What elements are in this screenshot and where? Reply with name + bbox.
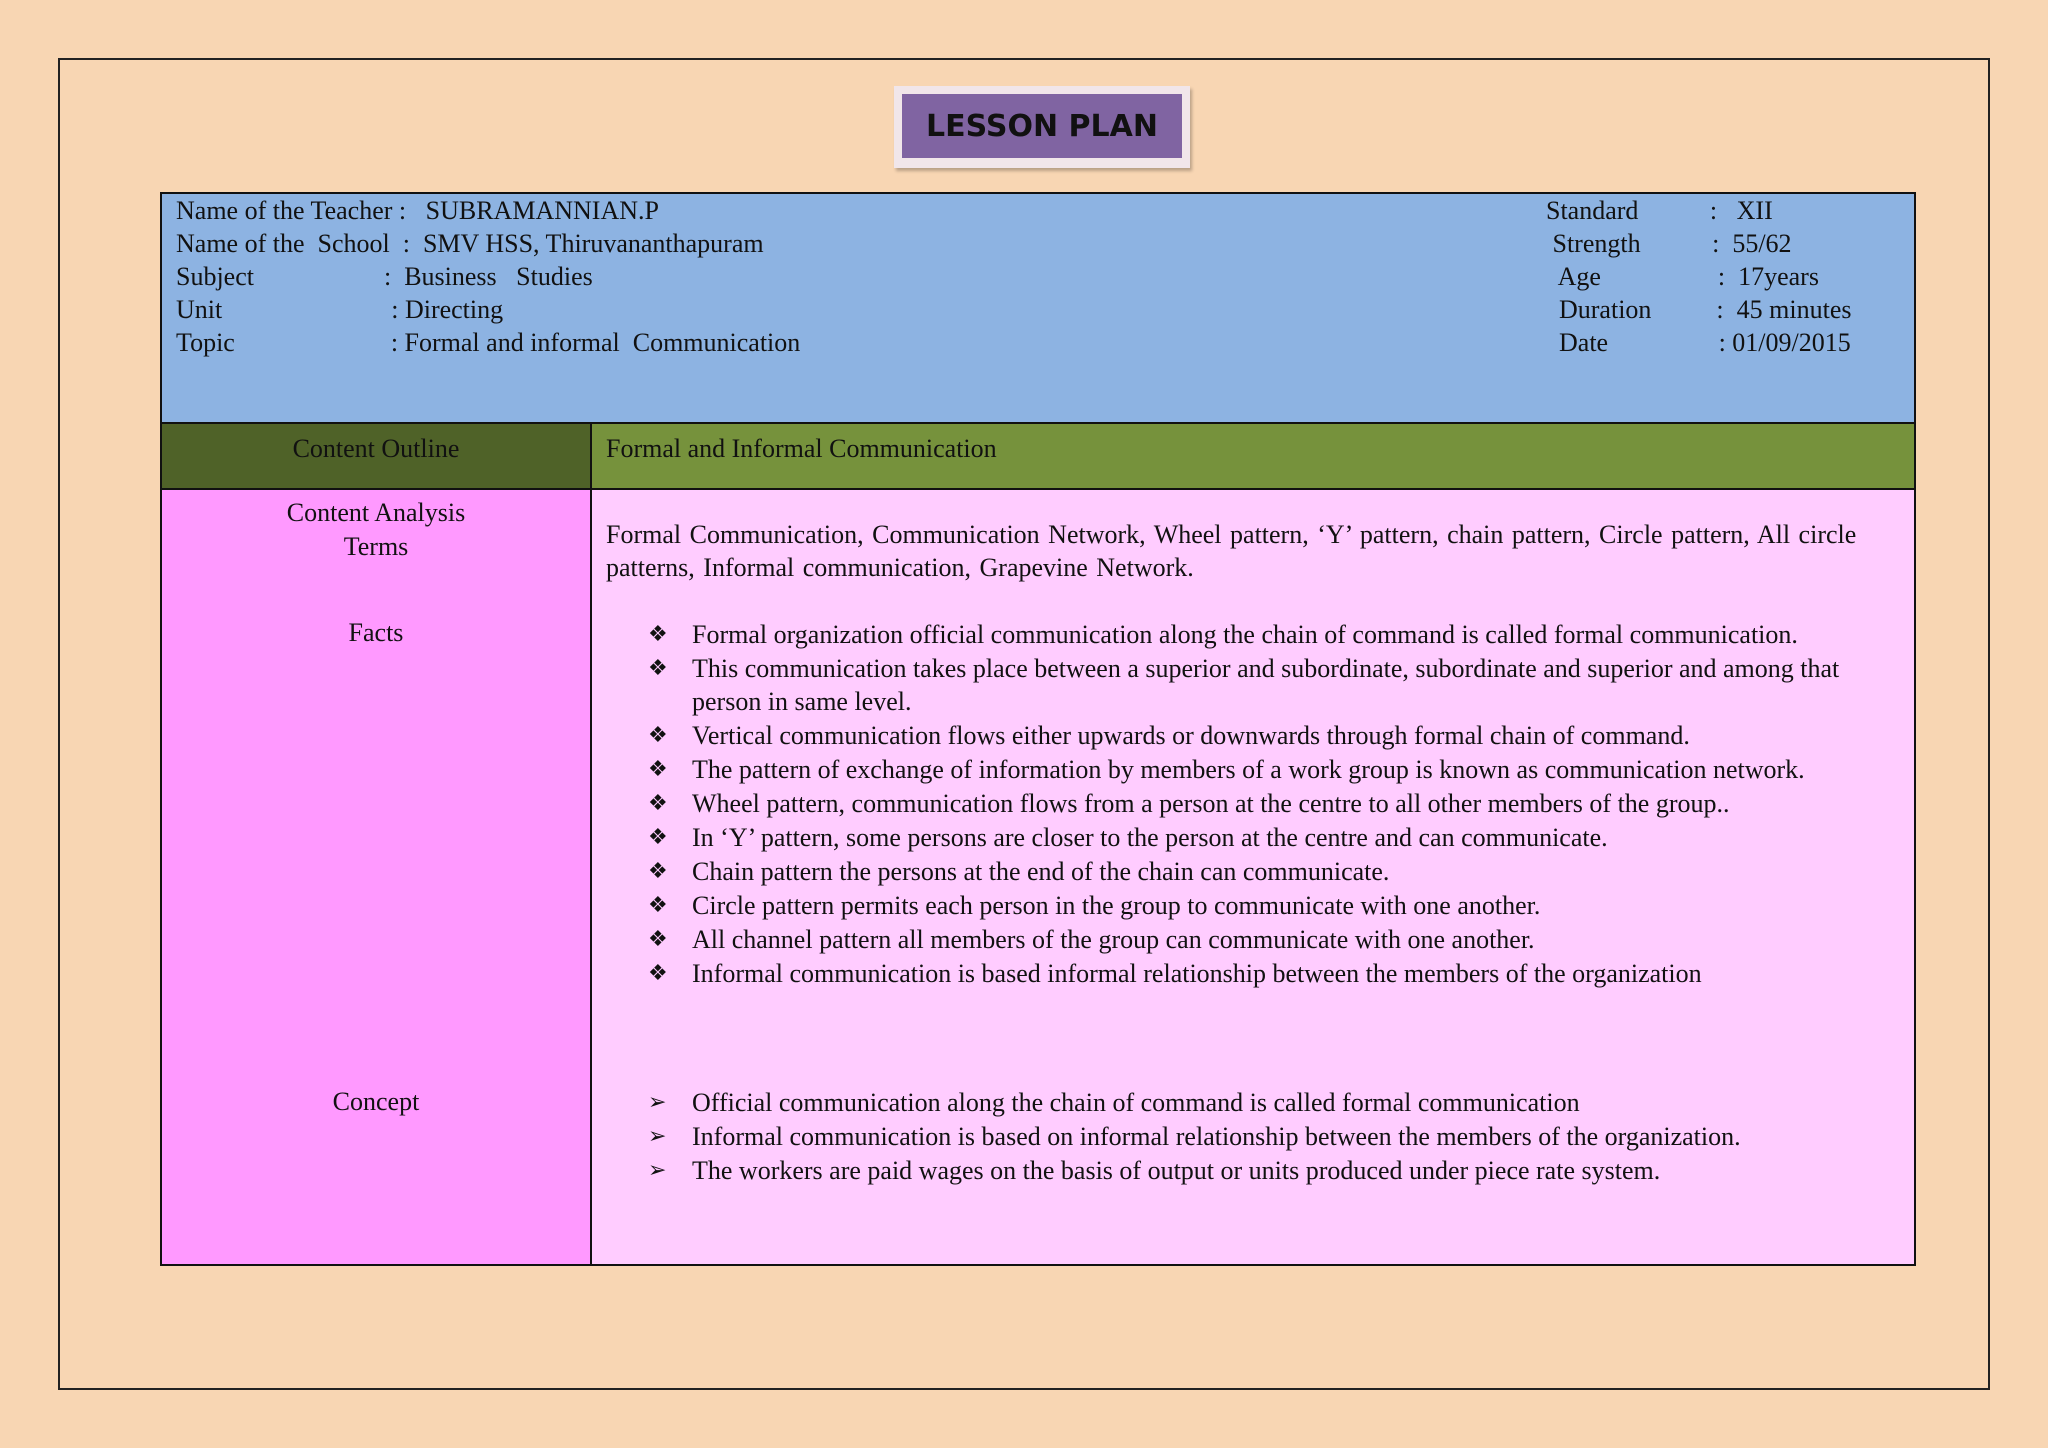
school-name: Name of the School : SMV HSS, Thiruvananthapuram (176, 229, 764, 258)
lesson-plan-table (160, 192, 1916, 1266)
label-column (162, 490, 592, 1264)
title-box (894, 86, 1190, 168)
diamond-bullet-icon: ❖ (648, 656, 668, 681)
unit: Unit : Directing (176, 295, 504, 324)
content-analysis-label: Content Analysis (286, 498, 466, 527)
concept-label: Concept (332, 1087, 420, 1116)
diamond-bullet-icon: ❖ (648, 622, 668, 647)
diamond-bullet-icon: ❖ (648, 961, 668, 986)
content-outline-label: Content Outline (162, 424, 592, 490)
diamond-bullet-icon: ❖ (648, 791, 668, 816)
arrow-bullet-icon: ➢ (648, 1090, 667, 1115)
list-item: ❖ Wheel pattern, communication flows from a person at the centre to all other members of the group.. (648, 789, 1730, 818)
age: Age : 17years (1546, 262, 1819, 291)
date: Date : 01/09/2015 (1546, 328, 1851, 357)
list-item: ❖ In ‘Y’ pattern, some persons are closer to the person at the centre and can communicate. (648, 823, 1608, 852)
list-item: ➢ Informal communication is based on informal relationship between the members of the organization. (648, 1122, 1741, 1151)
header-info (162, 194, 1914, 424)
terms-text: Formal Communication, Communication Network, Wheel pattern, ‘Y’ pattern, chain pattern, Circle pattern, All circle patterns, Informal communication, Grapevine Network. (606, 520, 1857, 582)
list-item: ❖ All channel pattern all members of the group can communicate with one another. (648, 925, 1535, 954)
topic: Topic : Formal and informal Communication (176, 328, 801, 357)
list-item: ❖ Vertical communication flows either upwards or downwards through formal chain of command. (648, 721, 1690, 750)
strength: Strength : 55/62 (1546, 229, 1792, 258)
concepts-list (648, 1086, 1898, 1188)
list-item: ❖ The pattern of exchange of information by members of a work group is known as communication network. (648, 755, 1805, 784)
list-item: ❖ Informal communication is based informal relationship between the members of the organization (648, 959, 1702, 988)
diamond-bullet-icon: ❖ (648, 893, 668, 918)
list-item: ❖ This communication takes place between a superior and subordinate, subordinate and superior and among that person in same level. (648, 654, 1840, 716)
standard: Standard : XII (1546, 196, 1773, 225)
subject: Subject : Business Studies (176, 262, 593, 291)
list-item: ❖ Circle pattern permits each person in the group to communicate with one another. (648, 891, 1541, 920)
facts-label: Facts (348, 618, 404, 647)
arrow-bullet-icon: ➢ (648, 1124, 667, 1149)
duration: Duration : 45 minutes (1546, 295, 1852, 324)
terms-label: Terms (343, 532, 409, 561)
list-item: ❖ Chain pattern the persons at the end of the chain can communicate. (648, 857, 1390, 886)
diamond-bullet-icon: ❖ (648, 723, 668, 748)
diamond-bullet-icon: ❖ (648, 927, 668, 952)
list-item: ➢ Official communication along the chain of command is called formal communication (648, 1088, 1580, 1117)
teacher-name: Name of the Teacher : SUBRAMANNIAN.P (176, 196, 659, 225)
diamond-bullet-icon: ❖ (648, 825, 668, 850)
diamond-bullet-icon: ❖ (648, 757, 668, 782)
content-column (592, 490, 1914, 1264)
diamond-bullet-icon: ❖ (648, 859, 668, 884)
list-item: ❖ Formal organization official communication along the chain of command is called formal communication. (648, 620, 1798, 649)
arrow-bullet-icon: ➢ (648, 1158, 667, 1183)
list-item: ➢ The workers are paid wages on the basis of output or units produced under piece rate system. (648, 1156, 1661, 1185)
facts-list (648, 618, 1898, 991)
page-title: LESSON PLAN (902, 94, 1182, 158)
content-outline-value: Formal and Informal Communication (592, 424, 1914, 490)
